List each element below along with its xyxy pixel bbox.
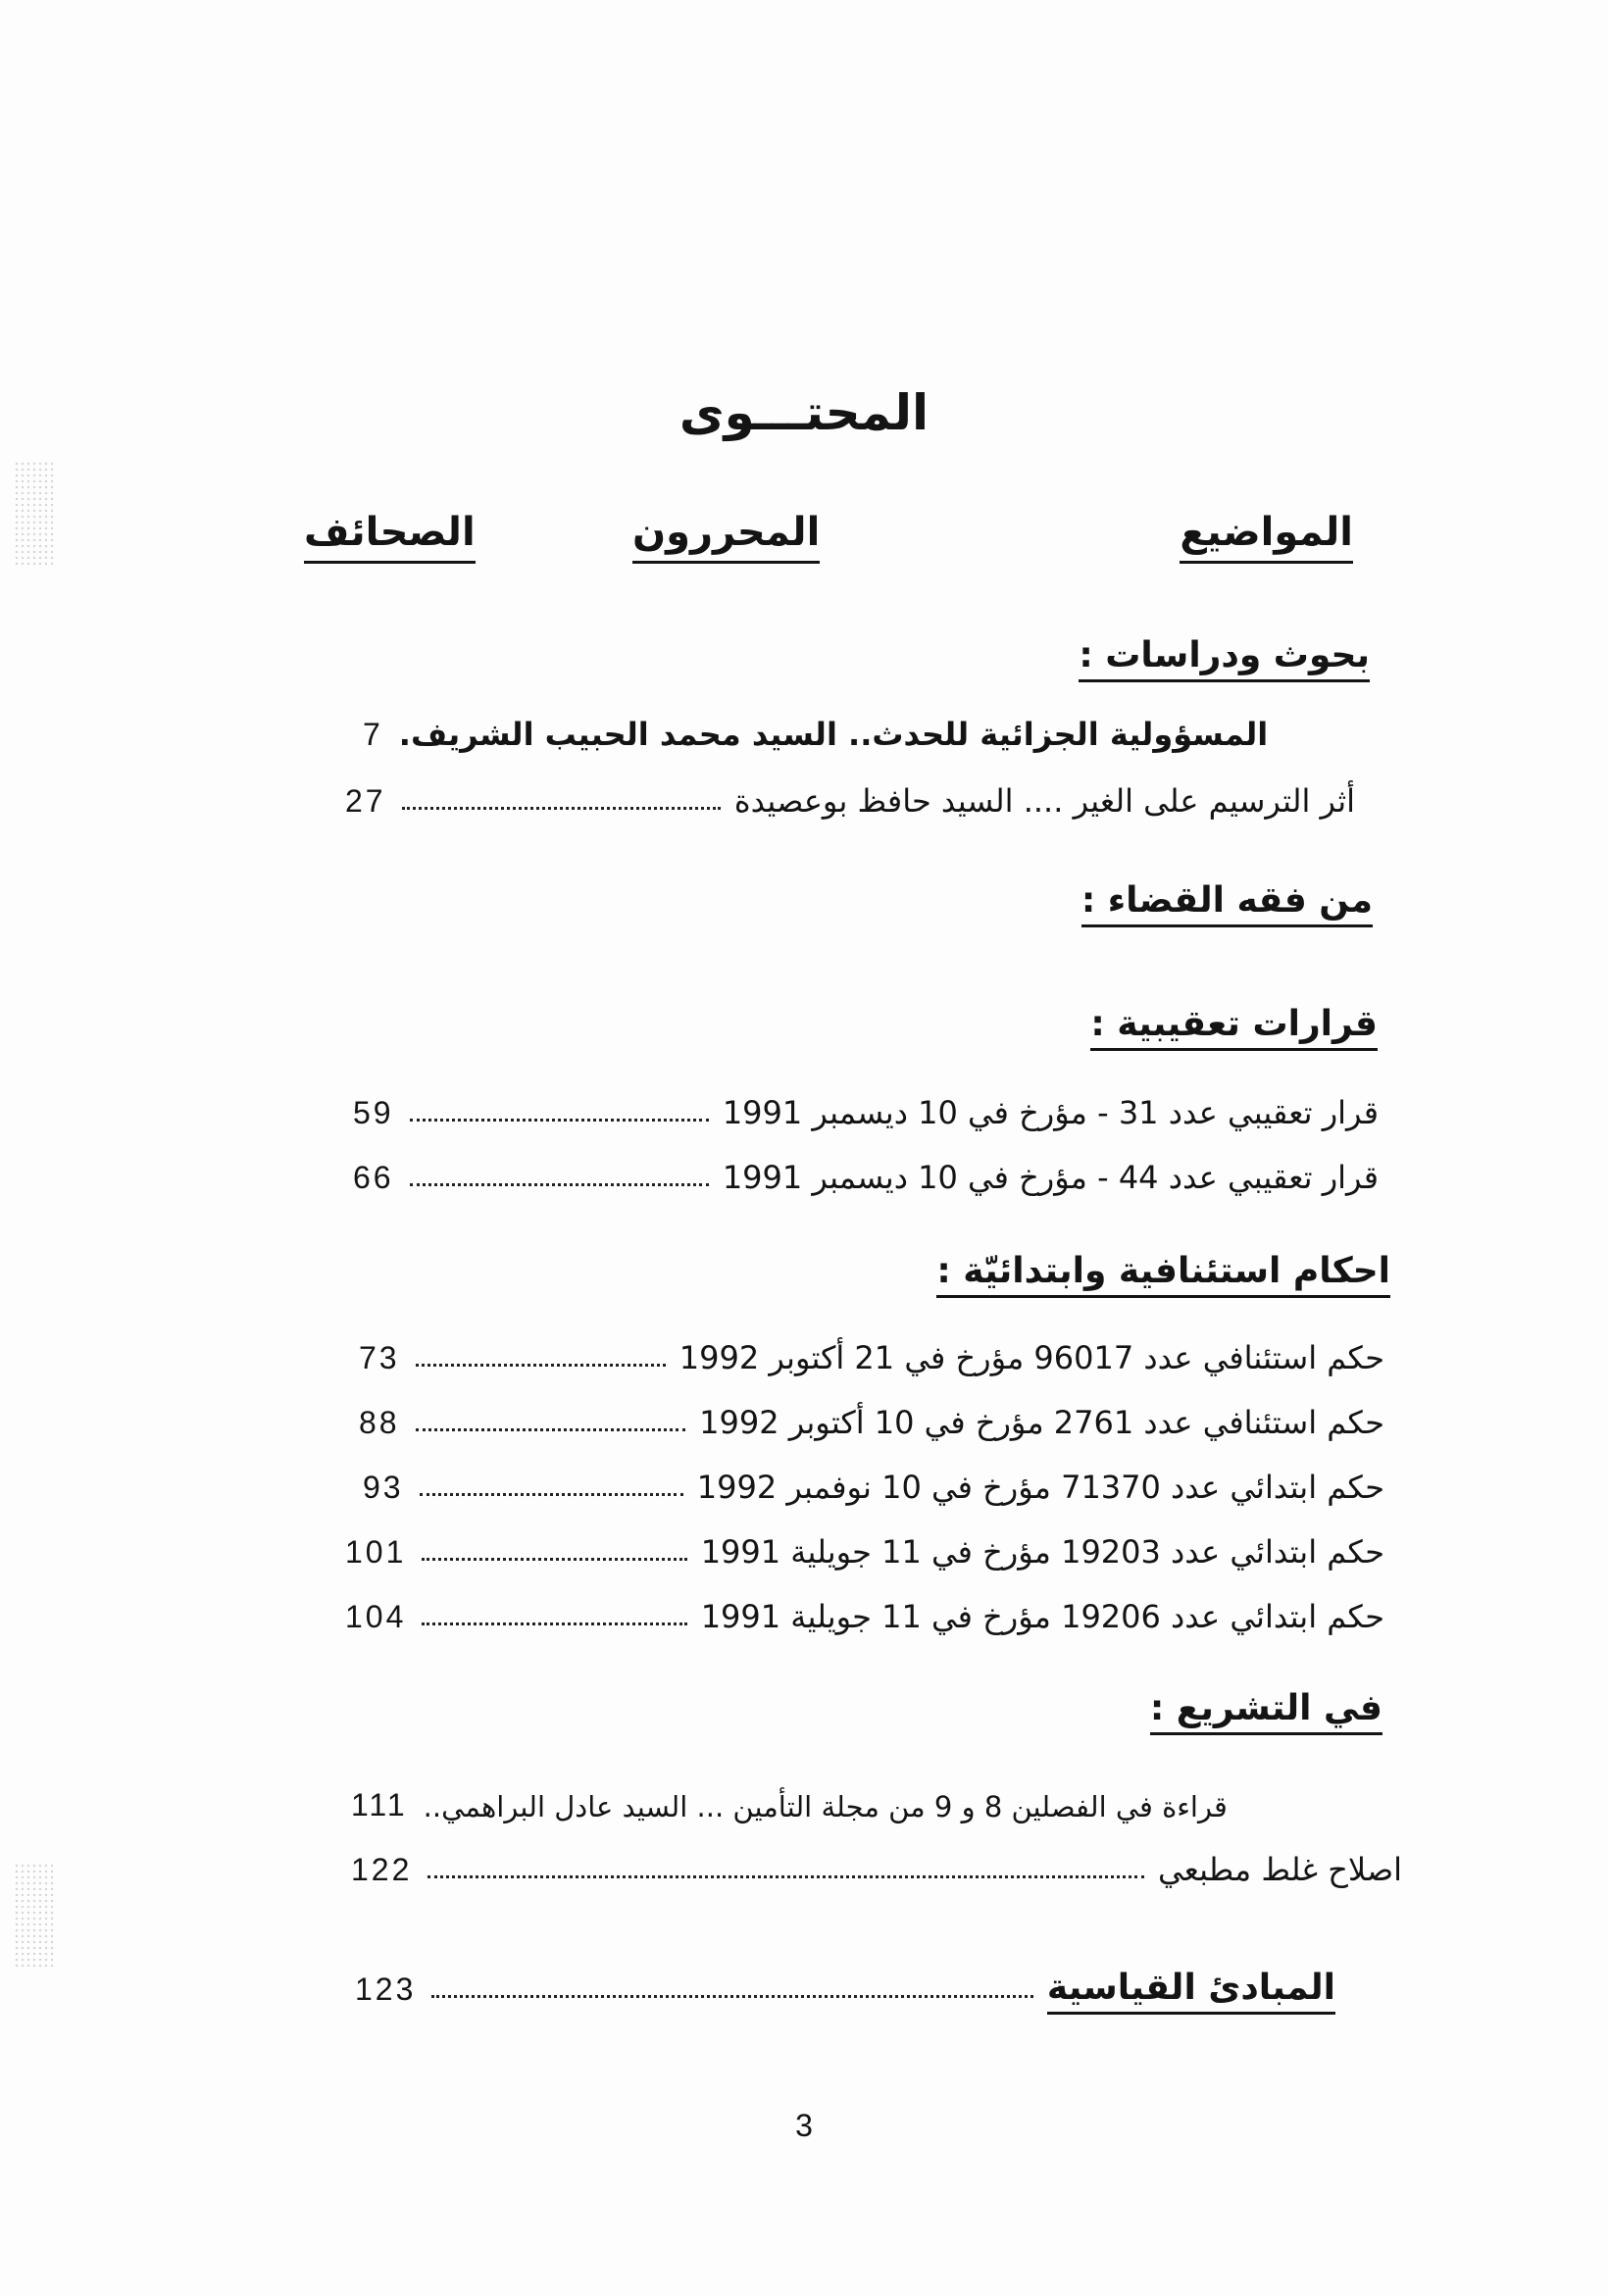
toc-entry-principles xyxy=(355,1957,1335,2008)
section-heading-research: بحوث ودراسات : xyxy=(1079,635,1370,675)
section-heading-legislation: في التشريع : xyxy=(1150,1688,1382,1728)
section-heading-principles: المبادئ القياسية xyxy=(1047,1968,1335,2008)
leader-dots xyxy=(410,1183,709,1186)
toc-entry xyxy=(353,1145,1379,1196)
page-number: 3 xyxy=(795,2108,813,2143)
toc-entry xyxy=(359,1390,1384,1441)
column-pages: الصحائف xyxy=(304,510,476,564)
column-editors: المحررون xyxy=(632,510,820,564)
toc-entry-text: حكم استئنافي عدد 2761 مؤرخ في 10 أكتوبر 1992 xyxy=(699,1404,1384,1441)
toc-entry-text: حكم ابتدائي عدد 19206 مؤرخ في 11 جويلية 1991 xyxy=(700,1598,1384,1635)
leader-dots xyxy=(422,1622,686,1625)
toc-entry xyxy=(353,1080,1379,1131)
toc-entry-text: قرار تعقيبي عدد 31 - مؤرخ في 10 ديسمبر 1991 xyxy=(722,1094,1379,1131)
toc-page-number: 66 xyxy=(353,1160,394,1195)
leader-dots xyxy=(427,1875,1144,1878)
toc-entry xyxy=(345,1520,1384,1571)
toc-entry xyxy=(345,769,1355,820)
toc-page-number: 122 xyxy=(351,1852,413,1887)
leader-dots xyxy=(410,1119,709,1122)
toc-page-number: 104 xyxy=(345,1599,407,1634)
toc-entry xyxy=(359,1325,1384,1376)
toc-page-number: 101 xyxy=(345,1534,407,1570)
toc-entry-text: أثر الترسيم على الغير .... السيد حافظ بوعصيدة xyxy=(733,782,1355,820)
leader-dots xyxy=(416,1428,686,1431)
toc-entry-text: المسؤولية الجزائية للحدث.. السيد محمد الحبيب الشريف. xyxy=(398,716,1269,753)
toc-entry-text: قراءة في الفصلين 8 و 9 من مجلة التأمين ... السيد عادل البراهمي.. xyxy=(423,1790,1228,1823)
toc-entry xyxy=(363,1455,1384,1506)
toc-page-number: 7 xyxy=(363,717,383,752)
section-heading-jurisprudence: من فقه القضاء : xyxy=(1081,880,1373,921)
scan-speckle xyxy=(14,461,53,569)
toc-page-number: 59 xyxy=(353,1095,394,1130)
toc-page-number: 88 xyxy=(359,1405,400,1440)
toc-page-number: 111 xyxy=(351,1787,408,1822)
toc-page-number: 73 xyxy=(359,1340,400,1375)
section-heading-appeal: احكام استئنافية وابتدائيّة : xyxy=(936,1251,1390,1291)
column-topics: المواضيع xyxy=(1180,510,1353,564)
toc-entry xyxy=(345,1584,1384,1635)
leader-dots xyxy=(431,1995,1032,1998)
page-title: المحتـــوى xyxy=(678,384,930,441)
toc-entry-text: اصلاح غلط مطبعي xyxy=(1157,1851,1402,1888)
toc-entry xyxy=(351,1772,1390,1823)
leader-dots xyxy=(402,807,721,810)
leader-dots xyxy=(422,1558,686,1561)
toc-entry xyxy=(351,1837,1402,1888)
scan-speckle xyxy=(14,1863,53,1971)
toc-page-number: 27 xyxy=(345,783,386,819)
toc-entry-text: حكم ابتدائي عدد 71370 مؤرخ في 10 نوفمبر 1992 xyxy=(696,1469,1384,1506)
leader-dots xyxy=(416,1364,666,1367)
leader-dots xyxy=(420,1493,683,1496)
toc-entry xyxy=(363,702,1353,753)
toc-page-number: 123 xyxy=(355,1972,417,2007)
section-heading-cassation: قرارات تعقيبية : xyxy=(1090,1004,1378,1044)
toc-entry-text: حكم استئنافي عدد 96017 مؤرخ في 21 أكتوبر 1992 xyxy=(678,1339,1384,1376)
toc-page-number: 93 xyxy=(363,1470,404,1505)
toc-entry-text: قرار تعقيبي عدد 44 - مؤرخ في 10 ديسمبر 1991 xyxy=(722,1159,1379,1196)
toc-entry-text: حكم ابتدائي عدد 19203 مؤرخ في 11 جويلية 1991 xyxy=(700,1533,1384,1571)
